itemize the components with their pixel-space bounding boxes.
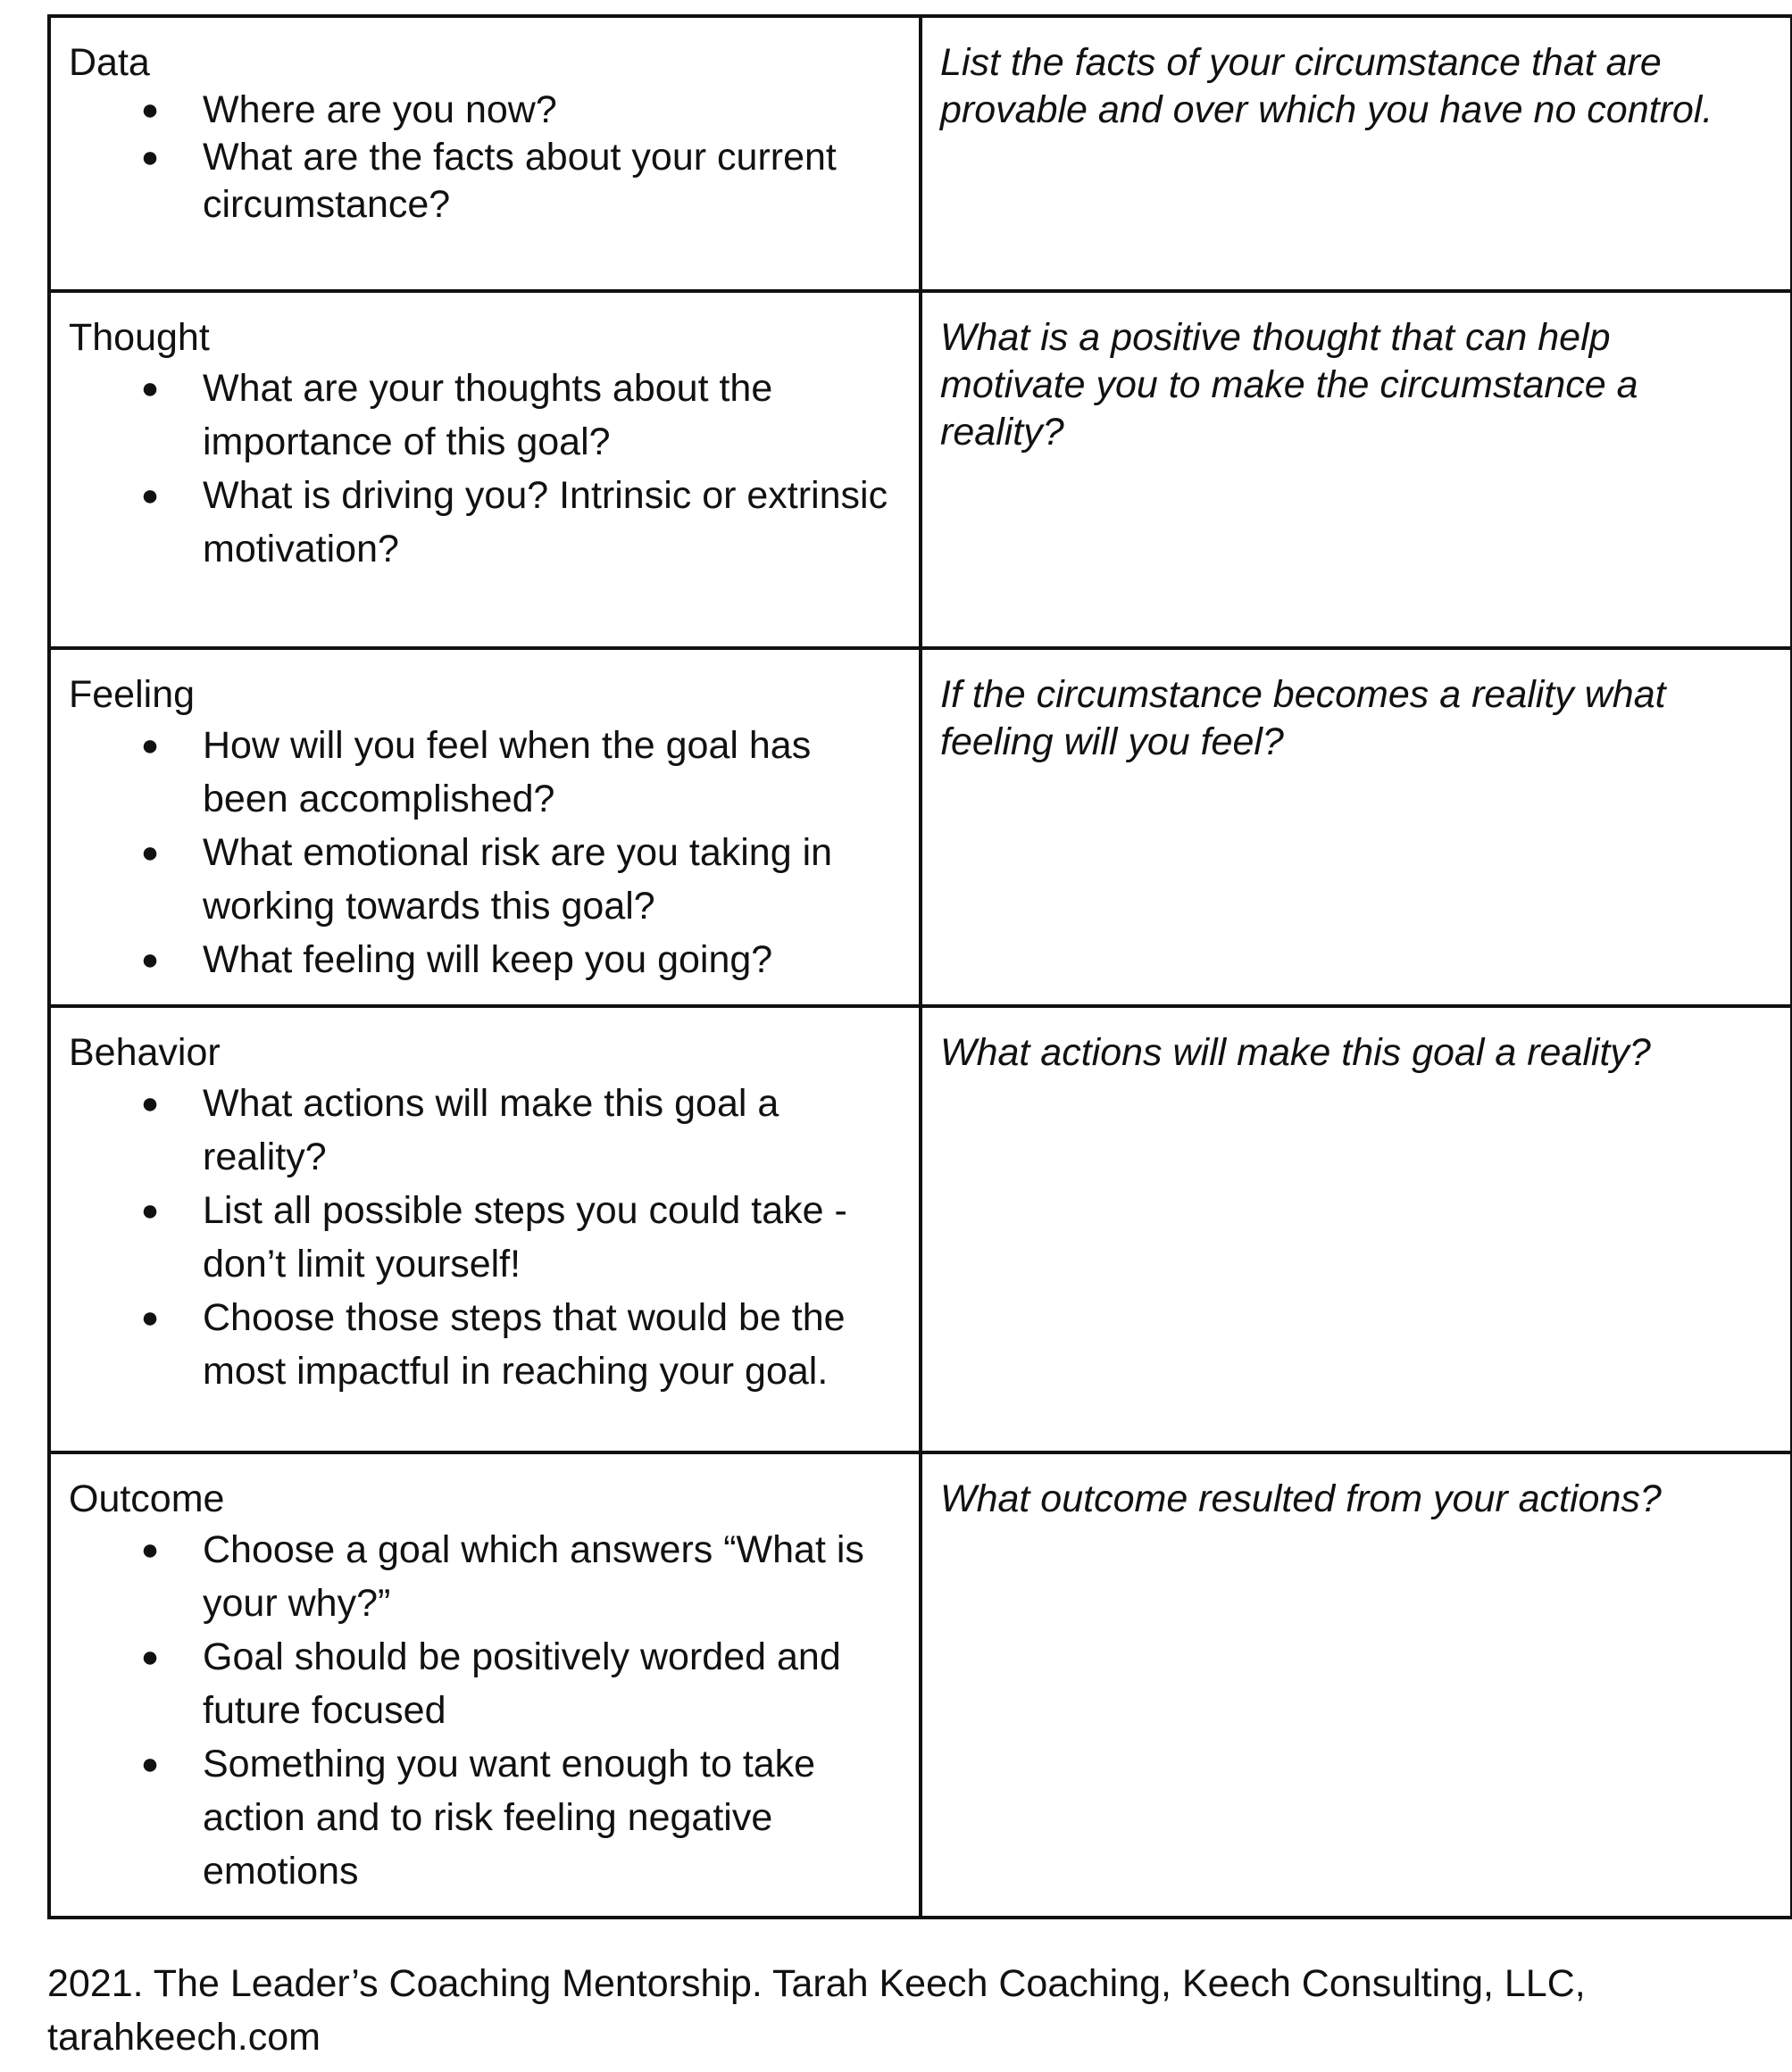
list-item: [140, 469, 901, 576]
footer-line-2: tarahkeech.com: [47, 2016, 321, 2059]
bullet-icon: ●: [140, 1194, 160, 1227]
prompt-text: Where are you now?: [203, 88, 557, 131]
bullet-icon: ●: [140, 1640, 160, 1674]
bullet-icon: ●: [140, 943, 160, 977]
bullet-icon: ●: [140, 140, 160, 174]
prompt-text: What feeling will keep you going?: [203, 938, 773, 981]
guidance-cell-feeling: [921, 648, 1792, 1006]
section-title-outcome: Outcome: [69, 1477, 225, 1520]
section-title-feeling: Feeling: [69, 673, 196, 716]
guidance-cell-data: [921, 16, 1792, 291]
prompt-text: Something you want enough to take action and to risk feeling negative emotions: [203, 1743, 816, 1893]
list-item: [140, 1630, 901, 1737]
guidance-text-feeling: If the circumstance becomes a reality what feeling will you feel?: [940, 673, 1666, 763]
table-row-data: [49, 16, 1792, 291]
list-item: [140, 719, 901, 826]
table-row-behavior: [49, 1006, 1792, 1452]
prompt-text: What are the facts about your current circumstance?: [203, 136, 837, 226]
table-row-outcome: [49, 1452, 1792, 1918]
bullet-icon: ●: [140, 1747, 160, 1781]
prompt-cell-behavior: [49, 1006, 921, 1452]
prompt-text: Goal should be positively worded and future focused: [203, 1635, 841, 1732]
coaching-model-table: [47, 14, 1792, 1919]
list-item: [140, 1737, 901, 1898]
footer-line-1: 2021. The Leader’s Coaching Mentorship. Tarah Keech Coaching, Keech Consulting, LLC,: [47, 1962, 1586, 2005]
prompt-text: What are your thoughts about the importance of this goal?: [203, 367, 773, 463]
list-item: [140, 1523, 901, 1630]
section-title-data: Data: [69, 41, 150, 84]
list-item: [140, 933, 901, 986]
prompt-text: List all possible steps you could take - don’t limit yourself!: [203, 1189, 847, 1286]
prompt-list-thought: [69, 362, 901, 576]
guidance-cell-thought: [921, 291, 1792, 648]
list-item: [140, 362, 901, 469]
guidance-cell-behavior: [921, 1006, 1792, 1452]
prompt-cell-data: [49, 16, 921, 291]
prompt-cell-thought: [49, 291, 921, 648]
list-item: [140, 1077, 901, 1184]
prompt-text: How will you feel when the goal has been accomplished?: [203, 724, 812, 820]
prompt-text: What actions will make this goal a reality?: [203, 1082, 779, 1178]
prompt-cell-feeling: [49, 648, 921, 1006]
prompt-text: Choose a goal which answers “What is your why?”: [203, 1528, 864, 1625]
bullet-icon: ●: [140, 93, 160, 127]
section-title-thought: Thought: [69, 316, 210, 359]
list-item: [140, 1184, 901, 1291]
list-item: [140, 826, 901, 933]
guidance-text-data: List the facts of your circumstance that are provable and over which you have no control.: [940, 41, 1713, 131]
table-row-feeling: [49, 648, 1792, 1006]
table-row-thought: [49, 291, 1792, 648]
guidance-text-behavior: What actions will make this goal a reality?: [940, 1031, 1651, 1074]
guidance-text-outcome: What outcome resulted from your actions?: [940, 1477, 1662, 1520]
list-item: [140, 1291, 901, 1398]
footer-citation: [47, 1957, 1744, 2064]
prompt-list-behavior: [69, 1077, 901, 1398]
guidance-cell-outcome: [921, 1452, 1792, 1918]
bullet-icon: ●: [140, 836, 160, 870]
bullet-icon: ●: [140, 478, 160, 512]
prompt-list-feeling: [69, 719, 901, 986]
bullet-icon: ●: [140, 371, 160, 405]
guidance-text-thought: What is a positive thought that can help motivate you to make the circumstance a reality?: [940, 316, 1638, 454]
prompt-cell-outcome: [49, 1452, 921, 1918]
section-title-behavior: Behavior: [69, 1031, 221, 1074]
prompt-list-data: [69, 87, 901, 229]
prompt-list-outcome: [69, 1523, 901, 1898]
bullet-icon: ●: [140, 728, 160, 762]
bullet-icon: ●: [140, 1086, 160, 1120]
bullet-icon: ●: [140, 1301, 160, 1335]
prompt-text: What is driving you? Intrinsic or extrinsic motivation?: [203, 474, 888, 570]
list-item: [140, 87, 901, 134]
prompt-text: Choose those steps that would be the most impactful in reaching your goal.: [203, 1296, 846, 1393]
list-item: [140, 134, 901, 229]
bullet-icon: ●: [140, 1533, 160, 1567]
prompt-text: What emotional risk are you taking in working towards this goal?: [203, 831, 833, 928]
